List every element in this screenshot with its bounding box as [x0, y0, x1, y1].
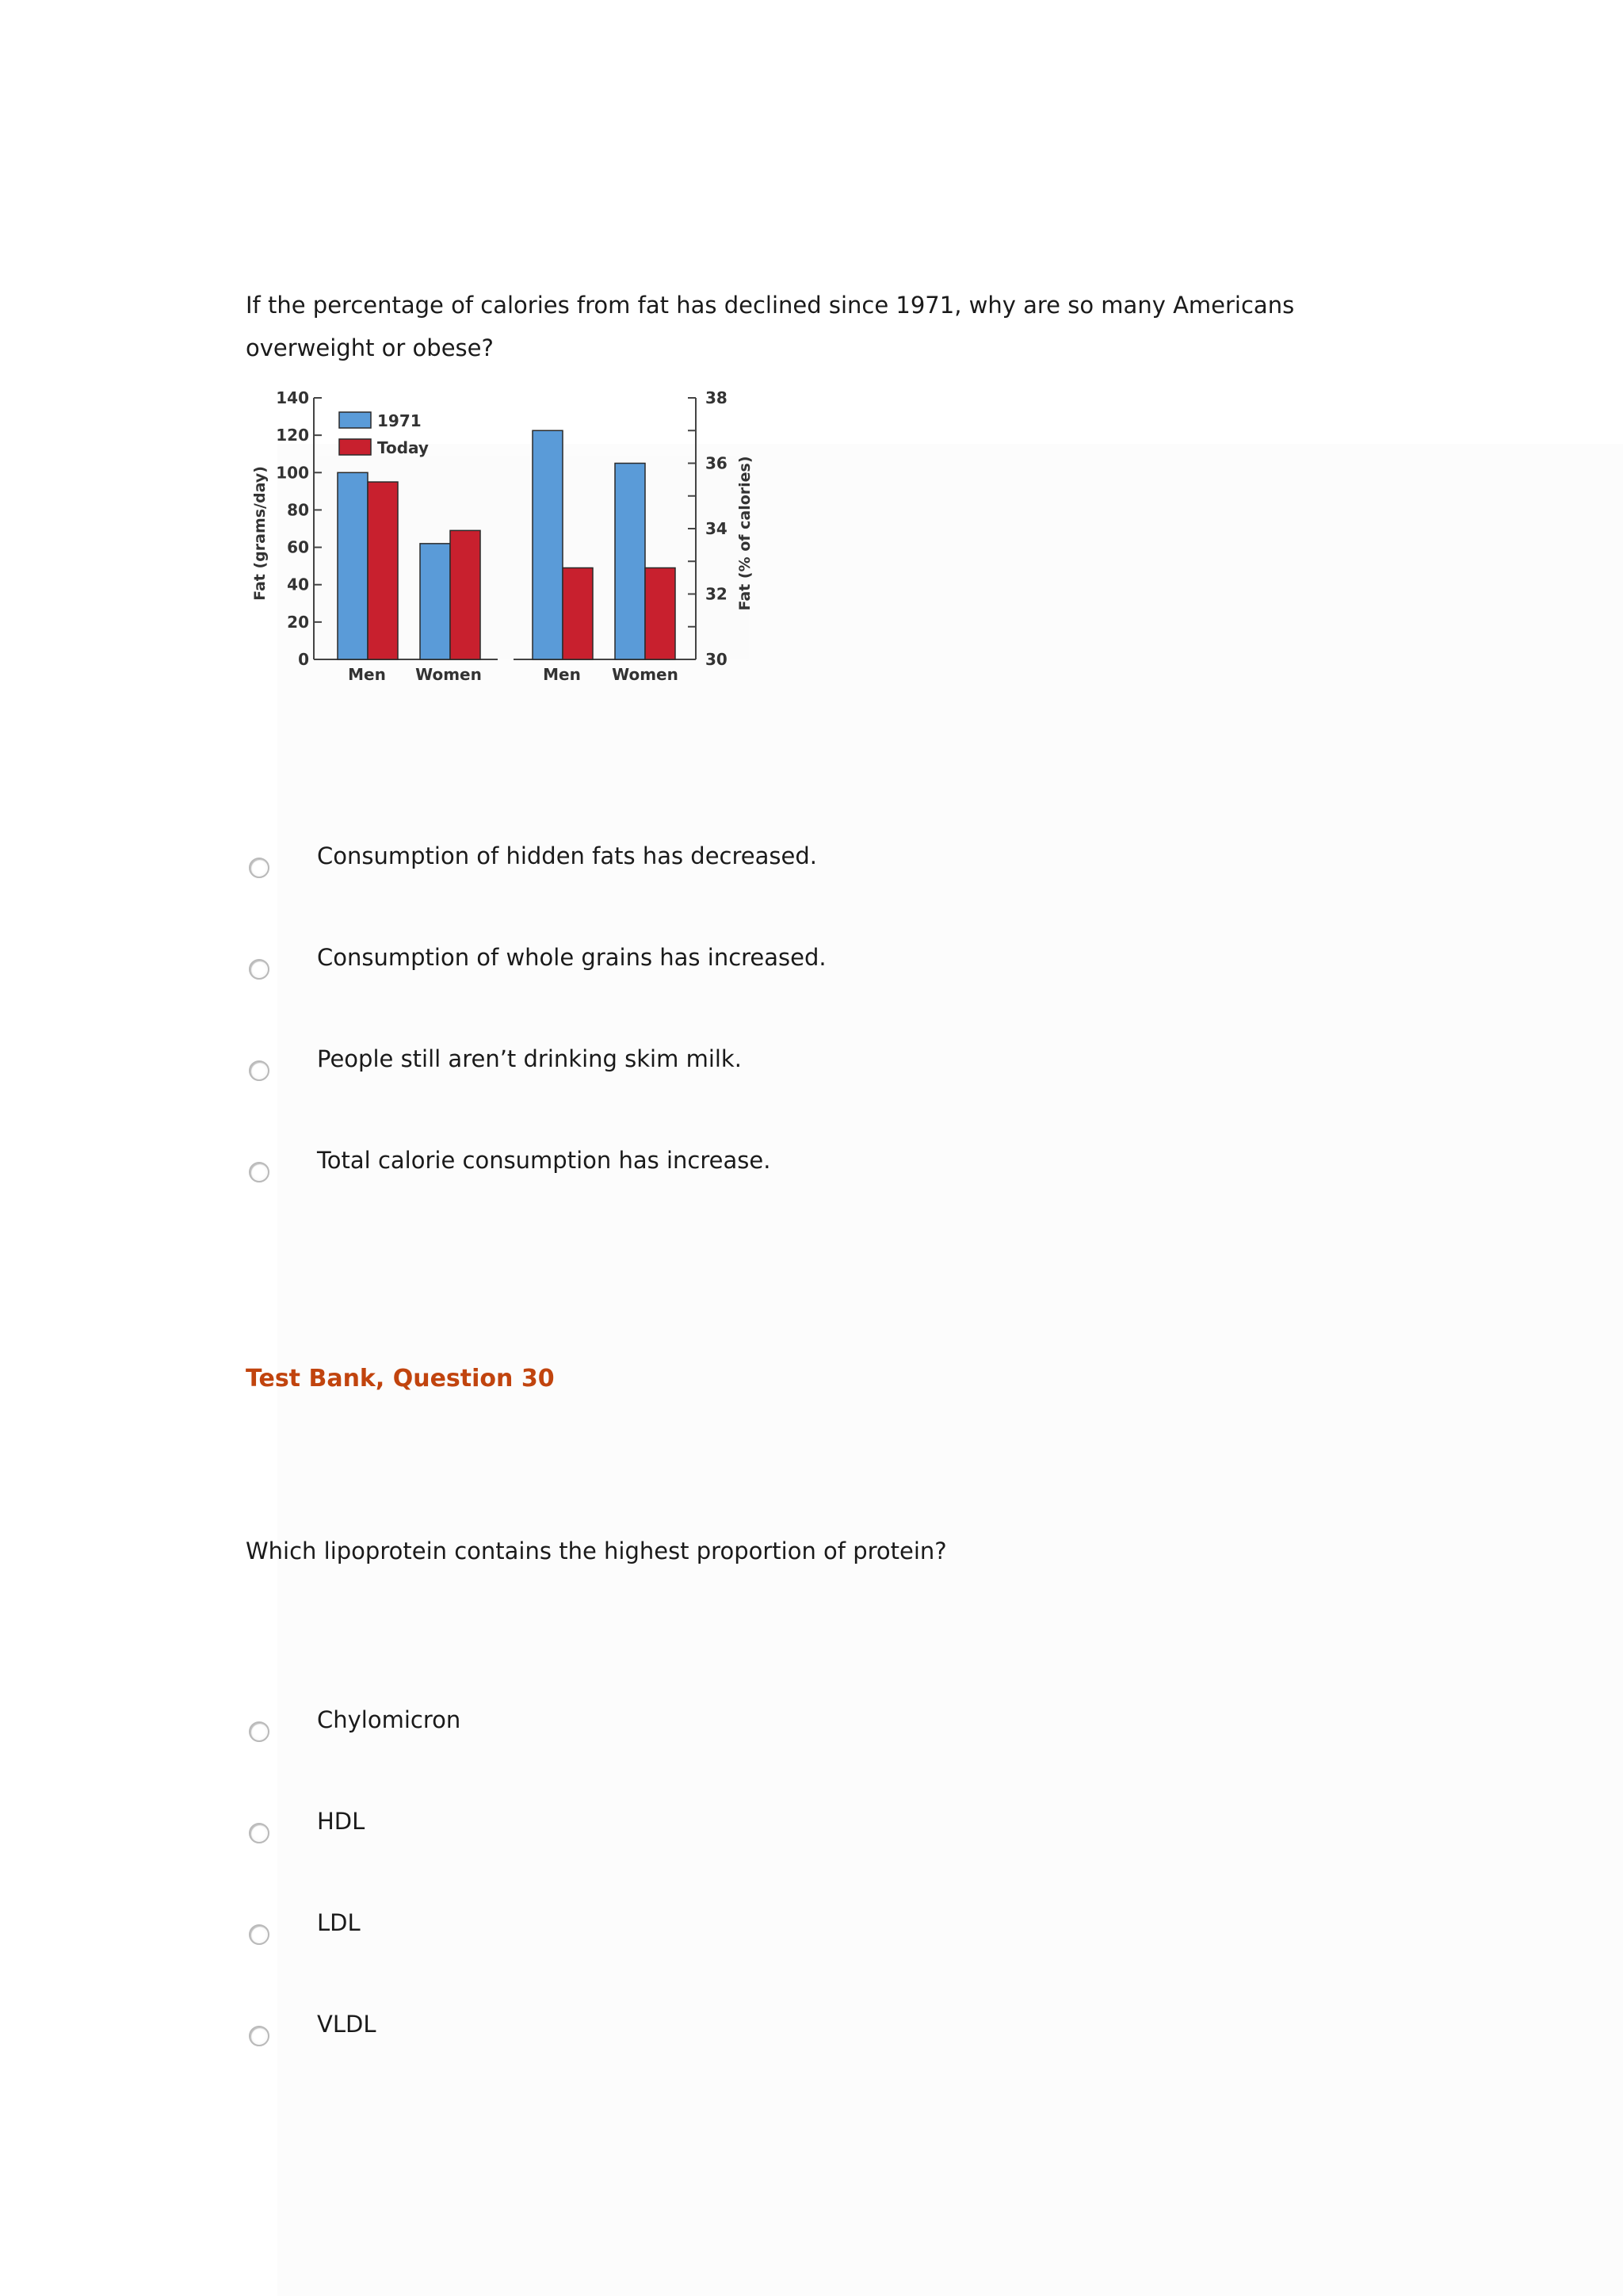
radio-button[interactable]: [249, 1162, 269, 1182]
y-tick-label: 20: [287, 612, 309, 632]
answer-option[interactable]: [246, 840, 1355, 911]
y-tick-label: 36: [705, 453, 727, 473]
y-tick-label: 34: [705, 519, 727, 538]
y-tick-label: 100: [276, 463, 309, 483]
bar-men-1971: [338, 472, 368, 659]
x-tick-label: Men: [543, 665, 581, 684]
y-tick-label: 32: [705, 584, 727, 604]
bar-women-today: [450, 530, 480, 659]
answer-option[interactable]: [246, 1907, 1355, 1978]
question-2-text: Which lipoprotein contains the highest proportion of protein?: [246, 1538, 947, 1564]
answer-option[interactable]: [246, 2008, 1355, 2080]
answer-option-label[interactable]: LDL: [317, 1909, 361, 1936]
radio-button[interactable]: [249, 2026, 269, 2046]
answer-option-label[interactable]: Consumption of hidden fats has decreased.: [317, 842, 817, 869]
y-tick-label: 0: [298, 650, 309, 669]
y-axis-label-right: Fat (% of calories): [736, 456, 754, 611]
answer-option[interactable]: [246, 1043, 1355, 1114]
legend-label: Today: [377, 438, 429, 457]
bar-men-today: [563, 568, 593, 660]
radio-button[interactable]: [249, 959, 269, 980]
answer-option-label[interactable]: People still aren’t drinking skim milk.: [317, 1045, 742, 1072]
legend-swatch: [339, 412, 371, 428]
y-tick-label: 38: [705, 388, 727, 407]
y-tick-label: 60: [287, 537, 309, 557]
answer-option-label[interactable]: Chylomicron: [317, 1706, 461, 1733]
bar-men-today: [368, 482, 398, 659]
radio-button[interactable]: [249, 858, 269, 878]
fat-intake-chart: [246, 380, 785, 697]
legend-label: 1971: [377, 411, 422, 430]
x-tick-label: Women: [415, 665, 482, 684]
bar-women-1971: [420, 544, 450, 659]
bar-women-today: [645, 568, 675, 660]
question-1-text: If the percentage of calories from fat has declined since 1971, why are so many Americans overweight or obese?: [246, 292, 1295, 361]
y-tick-label: 80: [287, 500, 309, 520]
answer-option-label[interactable]: HDL: [317, 1808, 365, 1835]
x-tick-label: Men: [348, 665, 386, 684]
radio-button[interactable]: [249, 1823, 269, 1843]
answer-option-label[interactable]: VLDL: [317, 2011, 376, 2038]
answer-option[interactable]: [246, 942, 1355, 1013]
answer-option-label[interactable]: Consumption of whole grains has increased.: [317, 944, 827, 971]
bar-women-1971: [615, 464, 645, 660]
chart-legend: [339, 411, 429, 457]
bar-men-1971: [533, 430, 563, 659]
answer-option[interactable]: [246, 1144, 1355, 1216]
section-heading: Test Bank, Question 30: [246, 1365, 555, 1392]
y-tick-label: 120: [276, 426, 309, 445]
radio-button[interactable]: [249, 1924, 269, 1945]
y-tick-label: 140: [276, 388, 309, 407]
y-axis-label-left: Fat (grams/day): [251, 466, 269, 601]
legend-swatch: [339, 439, 371, 455]
x-tick-label: Women: [612, 665, 678, 684]
y-tick-label: 30: [705, 650, 727, 669]
answer-option[interactable]: [246, 1805, 1355, 1877]
answer-option[interactable]: [246, 1704, 1355, 1775]
y-tick-label: 40: [287, 575, 309, 594]
radio-button[interactable]: [249, 1060, 269, 1081]
answer-option-label[interactable]: Total calorie consumption has increase.: [317, 1147, 771, 1174]
radio-button[interactable]: [249, 1721, 269, 1742]
